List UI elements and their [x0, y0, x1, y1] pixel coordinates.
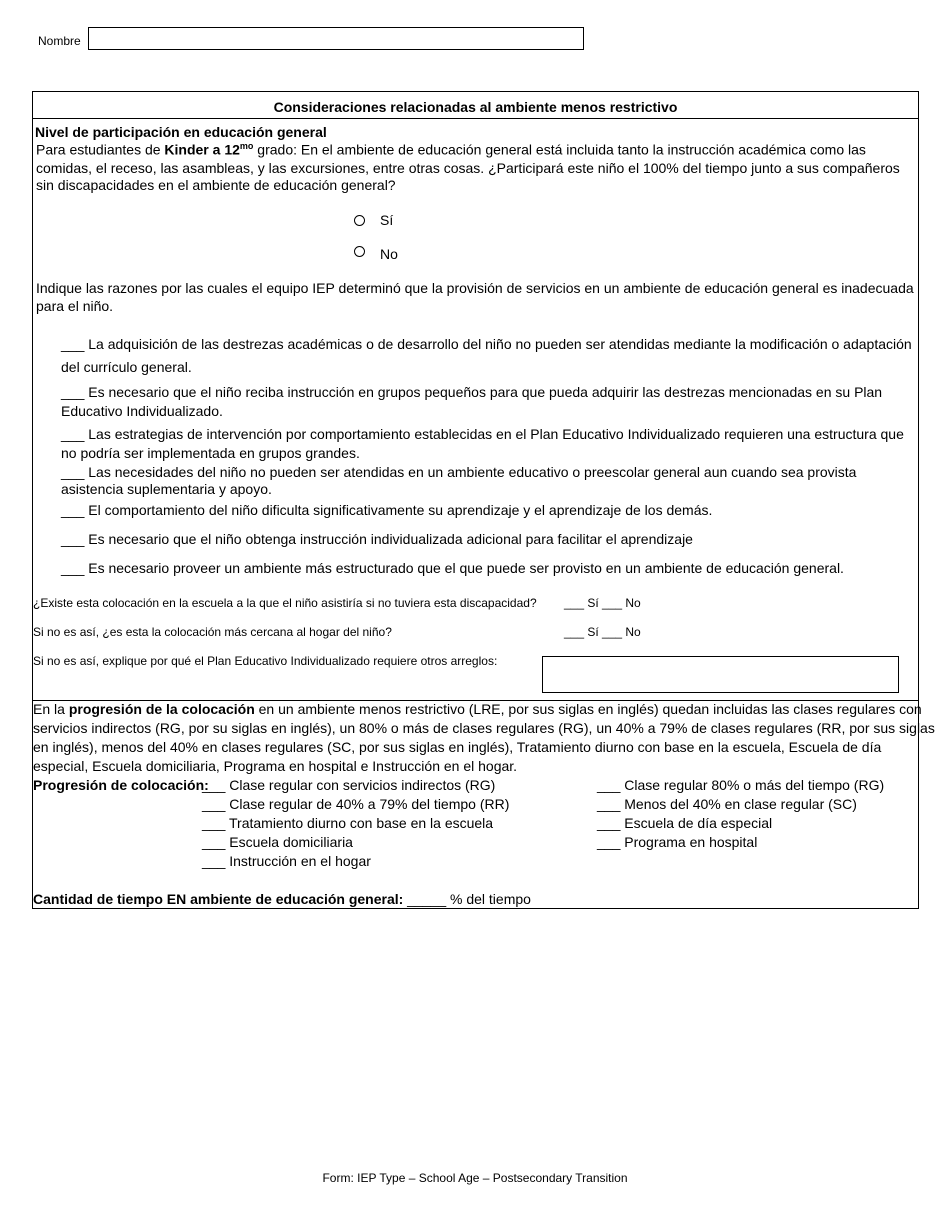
radio-yes[interactable]: [354, 215, 365, 226]
placement-option[interactable]: ___ Instrucción en el hogar: [202, 853, 371, 869]
reason-item[interactable]: ___ Es necesario proveer un ambiente más estructurado que el que puede ser provisto en un ambiente de educación general.: [61, 560, 844, 576]
reason-item[interactable]: ___ Las estrategias de intervención por comportamiento establecidas en el Plan Educativo Individualizado requieren una estructura que: [61, 426, 904, 442]
radio-no[interactable]: [354, 246, 365, 257]
divider: [32, 118, 919, 119]
radio-yes-label: Sí: [380, 212, 394, 228]
progression-label: Progresión de colocación:: [33, 777, 209, 793]
placement-option[interactable]: ___ Tratamiento diurno con base en la escuela: [202, 815, 494, 831]
progression-line-3: en inglés), menos del 40% en clases regulares (SC, por sus siglas en inglés), Tratamiento diurno con base en la escuela, Escuela de día: [33, 739, 882, 755]
placement-option[interactable]: ___ Clase regular con servicios indirectos (RG): [202, 777, 496, 793]
name-label: Nombre: [38, 34, 81, 48]
progression-line-4: especial, Escuela domiciliaria, Programa en hospital e Instrucción en el hogar.: [33, 758, 518, 774]
placement-option[interactable]: ___ Clase regular de 40% a 79% del tiempo (RR): [202, 796, 510, 812]
reason-item[interactable]: ___ El comportamiento del niño dificulta significativamente su aprendizaje y el aprendizaje de los demás.: [61, 502, 713, 518]
intro-line-2: comidas, el receso, las asambleas, y las excursiones, entre otras cosas. ¿Participará este niño el 100% del tiempo junto a sus compañeros: [36, 160, 900, 176]
intro-line-1: Para estudiantes de Kinder a $12^{mo}$ grado: En el ambiente de educación general está incluida tanto la instrucción académica como las: [36, 141, 866, 158]
intro-line-3: sin discapacidades en el ambiente de educación general?: [36, 177, 396, 193]
section-title: Consideraciones relacionadas al ambiente menos restrictivo: [273, 99, 678, 115]
reason-item-cont: Educativo Individualizado.: [61, 403, 223, 419]
progression-line-1: En la progresión de la colocación en un ambiente menos restrictivo (LRE, por sus siglas en inglés) quedan incluidas las clases regulares con: [33, 701, 922, 717]
form-footer: Form: IEP Type – School Age – Postsecondary Transition: [322, 1171, 628, 1185]
question-placement-exists: ¿Existe esta colocación en la escuela a la que el niño asistiría si no tuviera esta discapacidad?: [33, 596, 537, 610]
name-input[interactable]: [88, 27, 584, 50]
radio-no-label: No: [380, 246, 398, 262]
question-other-arrangements: Si no es así, explique por qué el Plan Educativo Individualizado requiere otros arreglos:: [33, 654, 498, 668]
section-subtitle: Nivel de participación en educación general: [35, 124, 327, 140]
progression-line-2: servicios indirectos (RG, por su siglas en inglés), un 80% o más de clases regulares (RG), un 40% a 79% de clases regulares (RR, por sus siglas: [33, 720, 935, 736]
reason-item-cont: del currículo general.: [61, 359, 192, 375]
general-ed-time[interactable]: Cantidad de tiempo EN ambiente de educación general: _____ % del tiempo: [33, 891, 531, 907]
placement-option[interactable]: ___ Menos del 40% en clase regular (SC): [597, 796, 857, 812]
explain-input[interactable]: [542, 656, 899, 693]
question-placement-exists-answer[interactable]: ___ Sí ___ No: [564, 596, 641, 610]
question-closest-home-answer[interactable]: ___ Sí ___ No: [564, 625, 641, 639]
placement-option[interactable]: ___ Programa en hospital: [597, 834, 758, 850]
placement-option[interactable]: ___ Escuela domiciliaria: [202, 834, 353, 850]
reason-item[interactable]: ___ Es necesario que el niño obtenga instrucción individualizada adicional para facilitar el aprendizaje: [61, 531, 693, 547]
reasons-intro-line-1: Indique las razones por las cuales el equipo IEP determinó que la provisión de servicios en un ambiente de educación general es inadecuada: [36, 280, 914, 296]
question-closest-home: Si no es así, ¿es esta la colocación más cercana al hogar del niño?: [33, 625, 392, 639]
reason-item[interactable]: ___ Las necesidades del niño no pueden ser atendidas en un ambiente educativo o preescolar general aun cuando sea provista: [61, 464, 857, 480]
reasons-intro-line-2: para el niño.: [36, 298, 114, 314]
reason-item[interactable]: ___ Es necesario que el niño reciba instrucción en grupos pequeños para que pueda adquirir las destrezas mencionadas en su Plan: [61, 384, 883, 400]
placement-option[interactable]: ___ Clase regular 80% o más del tiempo (RG): [597, 777, 885, 793]
reason-item[interactable]: ___ La adquisición de las destrezas académicas o de desarrollo del niño no pueden ser atendidas mediante la modificación o adaptación: [61, 336, 912, 352]
reason-item-cont: no podría ser implementada en grupos grandes.: [61, 445, 360, 461]
reason-item-cont: asistencia suplementaria y apoyo.: [61, 481, 272, 497]
placement-option[interactable]: ___ Escuela de día especial: [597, 815, 773, 831]
